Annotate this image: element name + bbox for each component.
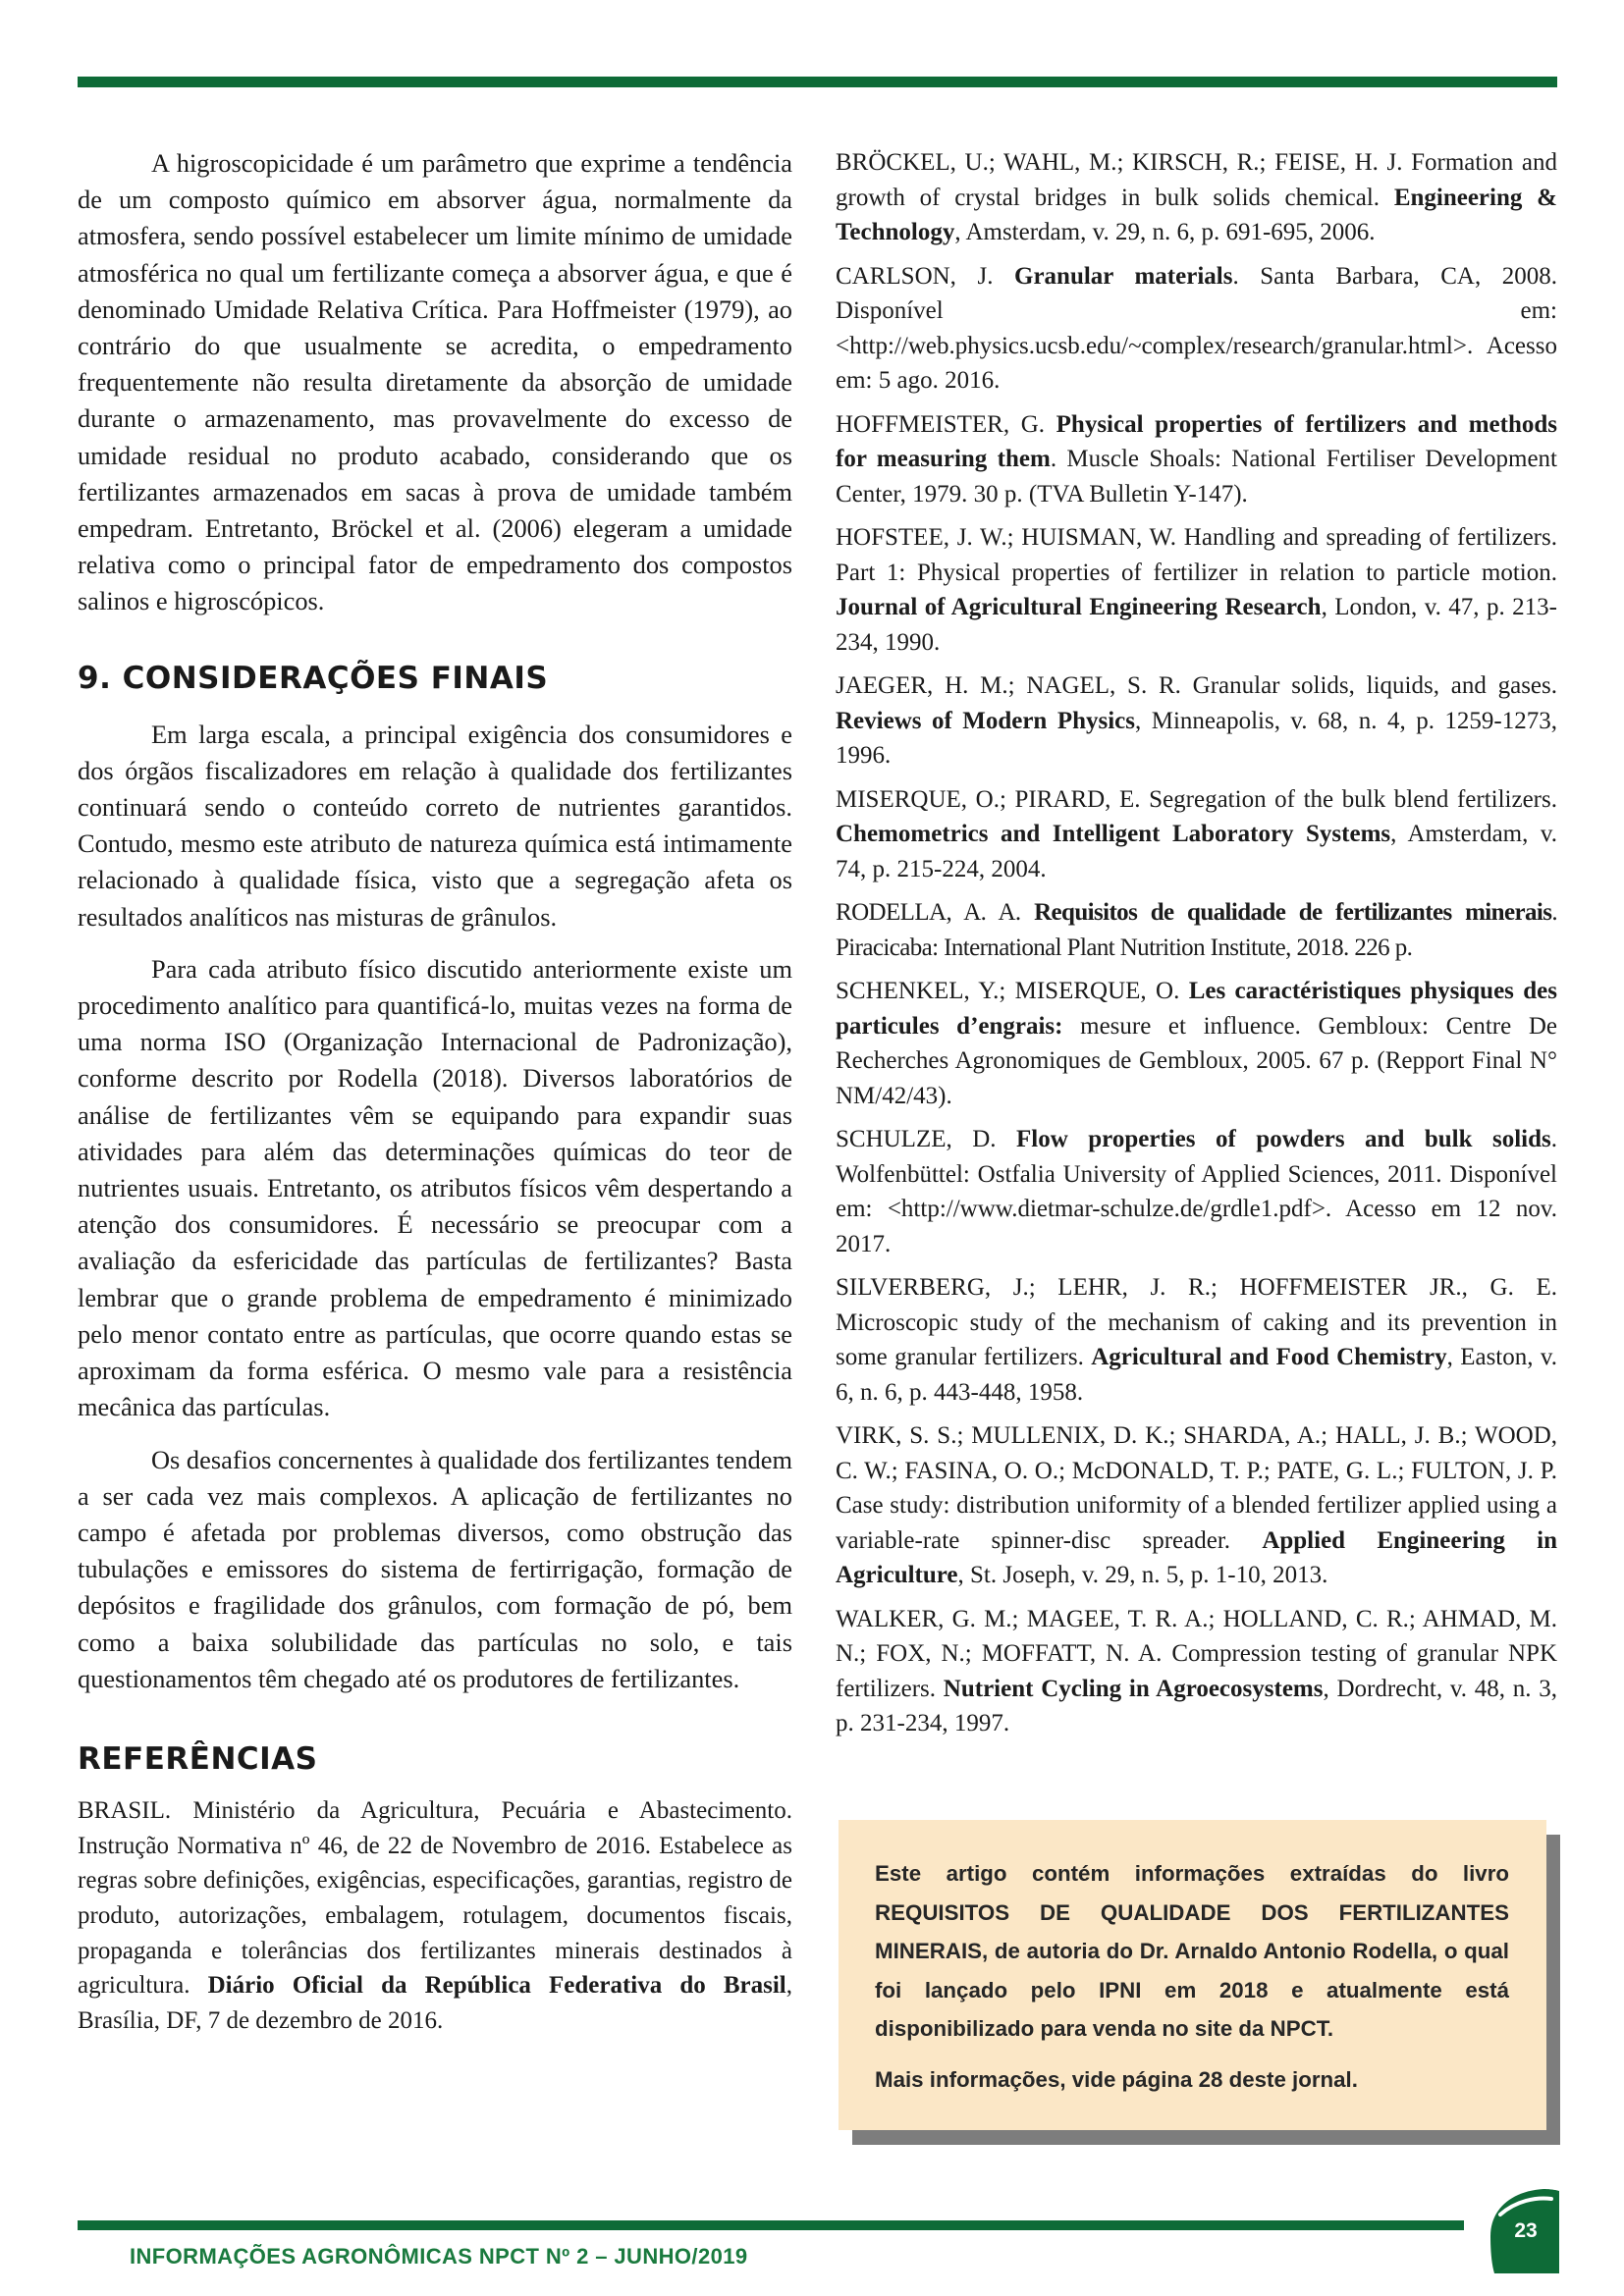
body-paragraph: Os desafios concernentes à qualidade dos fertilizantes tendem a ser cada vez mais complexos. A aplicação de fertilizantes no campo é afetada por problemas diversos, como obstrução das tubulações e emissores do sistema de fertirrigação, formação de depósitos e fragilidade dos grânulos, com formação de pó, bem como a baixa solubilidade das partículas no solo, e tais questionamentos têm chegado até os produtores de fertilizantes. [78,1444,792,1693]
reference-entry: JAEGER, H. M.; NAGEL, S. R. Granular solids, liquids, and gases. Reviews of Modern Physics, Minneapolis, v. 68, n. 4, p. 1259-1273, 1996. [836,672,1557,769]
section-heading-consideracoes-finais: 9. CONSIDERAÇÕES FINAIS [78,660,549,696]
reference-entry: SCHULZE, D. Flow properties of powders and bulk solids. Wolfenbüttel: Ostfalia University of Applied Sciences, 2011. Disponível em: <http://www.dietmar-schulze.de/grdle1.pdf>. Acesso em 12 nov. 2017. [836,1126,1557,1257]
info-box [839,1820,1546,2130]
reference-entry: WALKER, G. M.; MAGEE, T. R. A.; HOLLAND, C. R.; AHMAD, M. N.; FOX, N.; MOFFATT, N. A. Compression testing of granular NPK fertilizers. Nutrient Cycling in Agroecosystems, Dordrecht, v. 48, n. 3, p. 231-234, 1997. [836,1605,1557,1736]
reference-entry: HOFSTEE, J. W.; HUISMAN, W. Handling and spreading of fertilizers. Part 1: Physical properties of fertilizer in relation to particle motion. Journal of Agricultural Engineering Research, London, v. 47, p. 213-234, 1990. [836,524,1557,656]
reference-entry: RODELLA, A. A. Requisitos de qualidade de fertilizantes minerais. Piracicaba: International Plant Nutrition Institute, 2018. 226 p. [836,899,1557,961]
bottom-rule [78,2220,1464,2230]
reference-entry: BRÖCKEL, U.; WAHL, M.; KIRSCH, R.; FEISE, H. J. Formation and growth of crystal bridges in bulk solids chemical. Engineering & Technology, Amsterdam, v. 29, n. 6, p. 691-695, 2006. [836,149,1557,245]
reference-entry: BRASIL. Ministério da Agricultura, Pecuária e Abastecimento. Instrução Normativa nº 46, de 22 de Novembro de 2016. Estabelece as regras sobre definições, exigências, especificações, garantias, registro de produto, autorizações, embalagem, rotulagem, documentos fiscais, propaganda e tolerâncias dos fertilizantes minerais destinados à agricultura. Diário Oficial da República Federativa do Brasil, Brasília, DF, 7 de dezembro de 2016. [78,1796,792,2035]
section-heading-referencias: REFERÊNCIAS [78,1740,318,1777]
footer-journal-title: INFORMAÇÕES AGRONÔMICAS NPCT Nº 2 – JUNHO/2019 [130,2244,748,2269]
info-box-more-info: Mais informações, vide página 28 deste jornal. [875,2066,1358,2092]
body-paragraph: Para cada atributo físico discutido anteriormente existe um procedimento analítico para quantificá-lo, muitas vezes na forma de uma norma ISO (Organização Internacional de Padronização), conforme descrito por Rodella (2018). Diversos laboratórios de análise de fertilizantes vêm se equipando para expandir suas atividades para além das determinações químicas do teor de nutrientes usuais. Entretanto, os atributos físicos vêm despertando a atenção dos consumidores. É necessário se preocupar com a avaliação da esfericidade das partículas de fertilizantes? Basta lembrar que o grande problema de empedramento é minimizado pelo menor contato entre as partículas, que ocorre quando estas se aproximam da forma esférica. O mesmo vale para a resistência mecânica das partículas. [78,953,792,1422]
reference-entry: HOFFMEISTER, G. Physical properties of fertilizers and methods for measuring them. Muscle Shoals: National Fertiliser Development Center, 1979. 30 p. (TVA Bulletin Y-147). [836,410,1557,507]
reference-entry: VIRK, S. S.; MULLENIX, D. K.; SHARDA, A.; HALL, J. B.; WOOD, C. W.; FASINA, O. O.; McDONALD, T. P.; PATE, G. L.; FULTON, J. P. Case study: distribution uniformity of a blended fertilizer applied using a variable-rate spinner-disc spreader. Applied Engineering in Agriculture, St. Joseph, v. 29, n. 5, p. 1-10, 2013. [836,1422,1558,1588]
top-rule [78,77,1557,87]
reference-entry: CARLSON, J. Granular materials. Santa Barbara, CA, 2008. Disponível em: <http://web.physics.ucsb.edu/~complex/research/granular.html>. Acesso em: 5 ago. 2016. [836,262,1557,394]
page-number: 23 [1514,2219,1538,2242]
right-column [836,145,1557,1741]
intro-paragraph: A higroscopicidade é um parâmetro que exprime a tendência de um composto químico em absorver água, normalmente da atmosfera, sendo possível estabelecer um limite mínimo de umidade atmosférica no qual um fertilizante começa a absorver água, e que é denominado Umidade Relativa Crítica. Para Hoffmeister (1979), ao contrário do que usualmente se acredita, o empedramento frequentemente não resulta diretamente da absorção de umidade durante o armazenamento, mas provavelmente do excesso de umidade residual no produto acabado, considerando que os fertilizantes armazenados em sacas à prova de umidade também empedram. Entretanto, Bröckel et al. (2006) elegeram a umidade relativa como o principal fator de empedramento dos compostos salinos e higroscópicos. [78,148,792,616]
body-paragraph: Em larga escala, a principal exigência dos consumidores e dos órgãos fiscalizadores em relação à qualidade dos fertilizantes continuará sendo o conteúdo correto de nutrientes garantidos. Contudo, mesmo este atributo de natureza química está intimamente relacionado à qualidade física, visto que a segregação afeta os resultados analíticos nas misturas de grânulos. [78,719,792,932]
info-box-text: Este artigo contém informações extraídas do livro REQUISITOS DE QUALIDADE DOS FERTILIZANTES MINERAIS, de autoria do Dr. Arnaldo Antonio Rodella, o qual foi lançado pelo IPNI em 2018 e atualmente está disponibilizado para venda no site da NPCT. [875,1861,1509,2041]
left-column [78,145,792,2039]
reference-entry: SCHENKEL, Y.; MISERQUE, O. Les caractéristiques physiques des particules d’engrais: mesure et influence. Gembloux: Centre De Recherches Agronomiques de Gembloux, 2005. 67 p. (Repport Final N° NM/42/43). [836,978,1557,1109]
reference-entry: MISERQUE, O.; PIRARD, E. Segregation of the bulk blend fertilizers. Chemometrics and Intelligent Laboratory Systems, Amsterdam, v. 74, p. 215-224, 2004. [836,785,1557,882]
reference-entry: SILVERBERG, J.; LEHR, J. R.; HOFFMEISTER JR., G. E. Microscopic study of the mechanism of caking and its prevention in some granular fertilizers. Agricultural and Food Chemistry, Easton, v. 6, n. 6, p. 443-448, 1958. [836,1274,1558,1406]
